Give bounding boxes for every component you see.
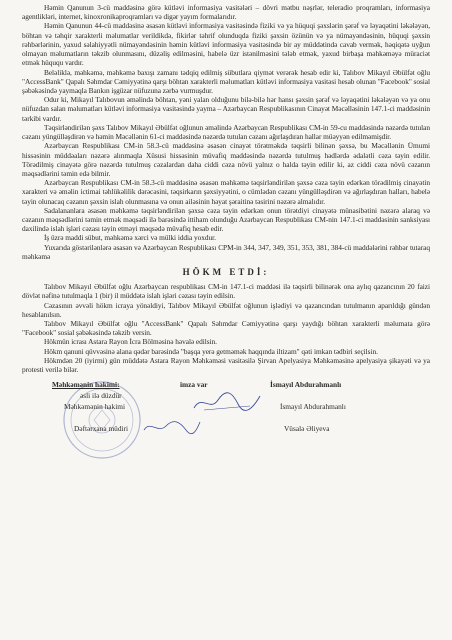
reasoning-section	[22, 3, 430, 261]
judge-name: İsmayıl Abdurahmanlı	[270, 380, 342, 390]
verdict-start-date: Cəzasının əvvəli hökm icraya yönəldiyi, Talıbov Mikayıl Əbülfət oğlunun işlədiyi və qazancından tutulmanın aparıldığı gündən hesablanılsın.	[22, 300, 430, 319]
paragraph-defamation-elements: Odur ki, Mikayıl Talıbovun əməlində böhtan, yəni yalan olduğunu bilə-bilə hər hansı şəxsin şərəf və ləyaqətini ləkələyən və ya onu nüfuzdan salan məlumatları kütləvi informasiya vasitəsində yayma – Azərbaycan Respublikasının Cinayət Məcəlləsinin 147.1-ci maddəsinin tərkibi vardır.	[22, 95, 430, 123]
secretary-role: Dəftərxana müdiri	[74, 424, 129, 434]
paragraph-sentencing-factors: Azərbaycan Respublikası CM-in 58.3-cü maddəsinə əsasən məhkəmə təqsirləndirilən şəxsə cəza təyin edərkən törədilmiş cinayətin xarakteri və əməlin ictimai təhlükəlilik dərəcəsini, təqsirkarın şəxsiyyətini, o cümlədən cəzanı yüngülləşdirən və ağırlaşdıran halları, habelə təyin olunacaq cəzanın şəxsin islah olunmasına və onun ailəsinin həyat şəraitinə təsirini nəzərə almalıdır.	[22, 178, 430, 206]
secretary-signature-icon	[142, 418, 202, 436]
signature-block	[22, 378, 430, 458]
paragraph-article-44: Həmin Qanunun 44-cü maddəsinə əsasən kütləvi informasiya vasitəsində fiziki və ya hüquqi şəxslərin şərəf və ləyaqətini ləkələyən, böhtan və təhqir xarakterli məlumatlar verildikdə, fikirlər təhrif olunduqda fiziki şəxsin özünün və ya nümayəndəsinin, hüquqi şəxsin rəhbərlərinin, yaxud səlahiyyətli nümayəndəsinin həmin kütləvi informasiya vasitəsində bir ay müddətində cavab vermək, həqiqətə uyğun olmayan məlumatların təkzib olunmasını, düzəliş edilməsini, habelə üzr istənilməsini tələb etmək, yaxud birbaşa məhkəməyə müraciət etmək hüququ vardır.	[22, 21, 430, 68]
signed-mark: imza var	[180, 380, 208, 390]
verdict-appeal: Hökmdən 20 (iyirmi) gün müddətə Astara Rayon Məhkəməsi vasitəsilə Şirvan Apelyasiya Məhkəməsinə apelyasiya şikayəti və ya protesti verilə bilər.	[22, 355, 430, 375]
copy-note: əsli ilə düzdür	[80, 391, 122, 401]
verdict-sentence: Talıbov Mikayıl Əbülfət oğlu Azərbaycan respublikası CM-in 147.1-ci maddəsi ilə təqsirli bilinərək ona aylıq qazancının 20 faizi dövlət nəfinə tutulmaqla 1 (bir) il müddətə islah işləri cəzası təyin edilsin.	[22, 282, 430, 301]
paragraph-media-definition: Həmin Qanunun 3-cü maddəsinə görə kütləvi informasiya vasitələri – dövri mətbu nəşrlər, teleradio proqramları, informasiya agentlikləri, internet, kinoxronikaproqramları və digər yayım formalarıdır.	[22, 3, 430, 22]
paragraph-article-58-3: Azərbaycan Respublikası CM-in 58.3-cü maddəsinə əsasən cinayət törətməkdə təqsirli bilinən şəxsə, bu Məcəllənin Ümumi hissəsinin müddəaları nəzərə alınmaqla Xüsusi hissəsinin müvafiq maddəsində nəzərdə tutulmuş hədlərdə ədalətli cəza təyin edilir. Törədilmiş cinayətə görə nəzərdə tutulmuş cəzalardan daha ciddi cəza növü yalnız o halda təyin edilir ki, az ciddi cəza növü cəzanın məqsədlərini təmin edə bilmir.	[22, 141, 430, 178]
verdict-enforcement: Hökmün icrası Astara Rayon İcra Bölməsinə həvalə edilsin.	[44, 337, 217, 347]
verdict-heading: HÖKM ETDİ:	[182, 267, 270, 278]
paragraph-no-evidence: İş üzrə maddi sübut, məhkəmə xərci və mülki iddia yoxdur.	[44, 233, 216, 243]
paragraph-legal-basis: Yuxarıda göstərilənlərə əsasən və Azərbaycan Respublikası CPM-in 344, 347, 349, 351, 353, 381, 384-cü maddələrini rəhbər tutaraq məhkəmə	[22, 242, 430, 261]
judge-signature-icon	[192, 390, 262, 414]
copy-name: İsmayıl Abdurahmanlı	[280, 402, 346, 412]
verdict-section	[22, 282, 430, 374]
copy-role: Məhkəmənin hakimi	[64, 402, 125, 412]
judge-role: Məhkəmənin hakimi:	[52, 380, 120, 390]
verdict-preventive-measure: Hökm qanuni qüvvəsinə alana qədər barəsində "başqa yerə getməmək haqqında iltizam" qəti imkan tədbiri seçilsin.	[44, 346, 378, 356]
paragraph-court-assessment: Beləliklə, məhkəmə, məhkəmə baxışı zamanı tədqiq edilmiş sübutlara qiymət verərək hesab edir ki, Talıbov Mikayıl Əbülfət oğlu "AccessBank" Qapalı Səhmdar Cəmiyyətinə qarşı böhtan xarakterli məlumatları kütləvi informasiya vasitəsi hesab olunan "Facebook" sosial şəbəkəsində yaymaqla Bankın işgüzar nüfuzuna zərbə vurmuşdur.	[22, 67, 430, 95]
paragraph-sentence-choice: Sadalananlara əsasən məhkəmə təqsirləndirilən şəxsə cəza təyin edərkən onun törətdiyi cinayətə münasibətini nəzərə alaraq və cəzanın məqsədlərini təmin etmək məqsədi ilə barəsində ittiham olunduğu Azərbaycan Respublikası CM-nin 147.1-ci maddəsinin sanksiyası daxilində islah işləri cəzası təyin etməyi məqsədə müvafiq hesab edir.	[22, 205, 430, 234]
secretary-name: Vüsalə Əliyeva	[284, 424, 330, 434]
paragraph-circumstances: Təqsirləndirilən şəxs Talıbov Mikayıl Əbülfət oğlunun əməlində Azərbaycan Respublikası CM-in 59-cu maddəsində nəzərdə tutulan cəzanı yüngülləşdirən və həmin Məcəllənin 61-ci maddəsində nəzərdə tutulan cəzanı ağırlaşdıran hallar müəyyən edilməmişdir.	[22, 122, 430, 142]
verdict-refutation: Talıbov Mikayıl Əbülfət oğlu "AccessBank" Qapalı Səhmdar Cəmiyyətinə qarşı yaydığı böhtan xarakterli məlumata görə "Facebook" sosial şəbəkəsində təkzib versin.	[22, 319, 430, 338]
